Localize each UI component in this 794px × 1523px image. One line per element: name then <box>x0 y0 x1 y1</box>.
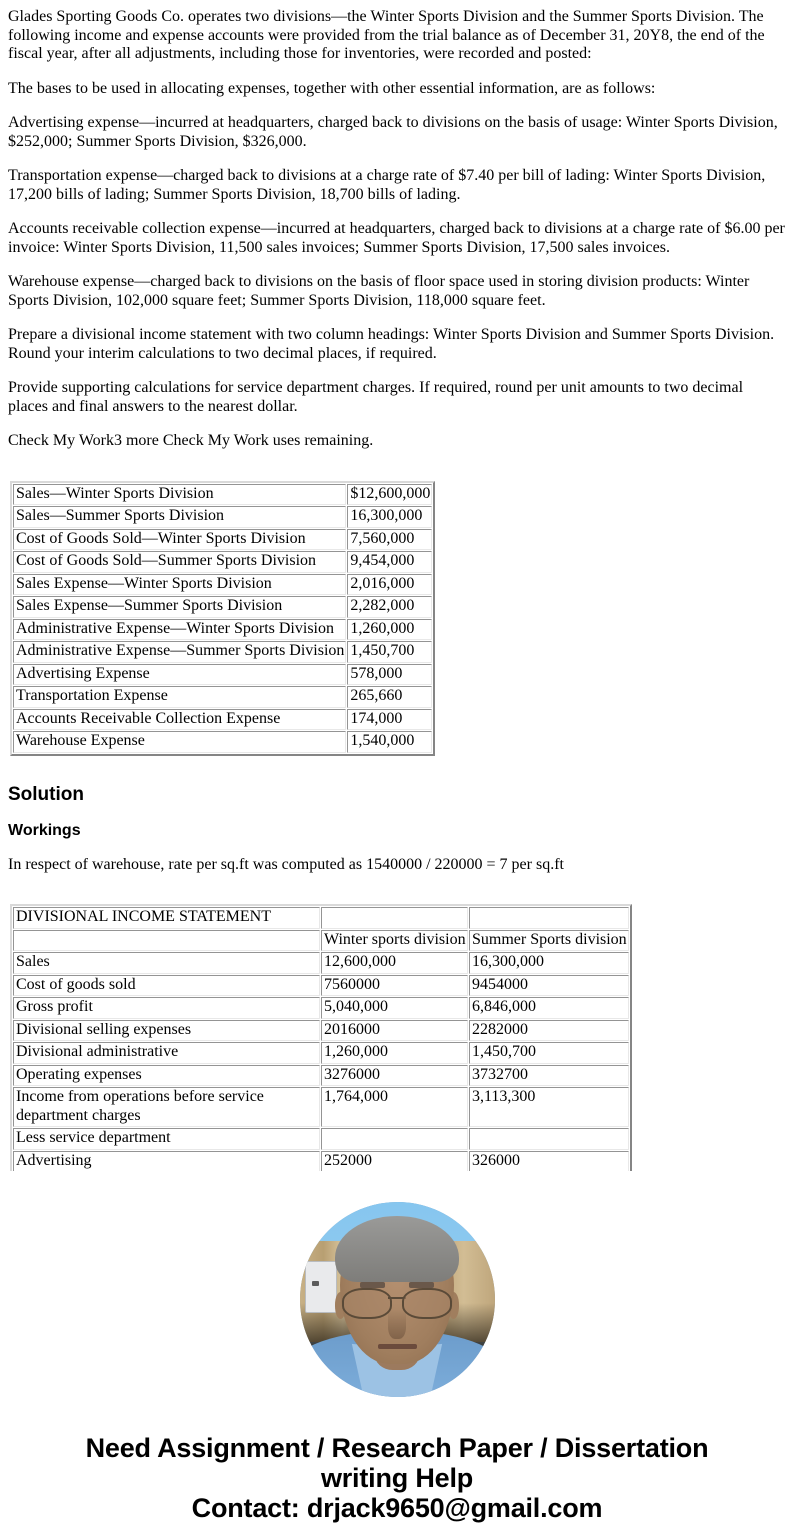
line-item-label: Less service department <box>13 1128 320 1150</box>
line-item-winter: 1,260,000 <box>321 1042 468 1064</box>
check-my-work-notice: Check My Work3 more Check My Work uses remaining. <box>8 432 374 449</box>
line-item-winter: 7560000 <box>321 975 468 997</box>
line-item-label: Advertising <box>13 1151 320 1172</box>
line-item-summer: 3732700 <box>469 1065 629 1087</box>
line-item-label: Cost of goods sold <box>13 975 320 997</box>
account-label: Sales Expense—Summer Sports Division <box>13 596 346 618</box>
header-summer-division: Summer Sports division <box>469 930 629 952</box>
table-row <box>13 574 432 596</box>
account-label: Sales Expense—Winter Sports Division <box>13 574 346 596</box>
table-row <box>13 641 432 663</box>
promo-contact-line: Contact: drjack9650@gmail.com <box>191 1493 603 1523</box>
table-row <box>13 1151 629 1172</box>
problem-paragraph-warehouse: Warehouse expense—charged back to divisions on the basis of floor space used in storing division products: Winter Sports Division, 102,000 square feet; Summer Sports Division, 118,000 square feet. <box>8 273 750 309</box>
line-item-winter: 3276000 <box>321 1065 468 1087</box>
line-item-label: Operating expenses <box>13 1065 320 1087</box>
avatar-background-switchplate <box>305 1261 336 1314</box>
solution-heading: Solution <box>8 783 84 805</box>
line-item-label: Income from operations before service department charges <box>13 1087 320 1127</box>
account-amount: 1,450,700 <box>347 641 432 663</box>
line-item-summer: 9454000 <box>469 975 629 997</box>
line-item-summer: 16,300,000 <box>469 952 629 974</box>
account-label: Sales—Summer Sports Division <box>13 506 346 528</box>
divisional-income-statement-table <box>10 904 632 1171</box>
line-item-winter: 5,040,000 <box>321 997 468 1019</box>
avatar-container <box>0 1202 794 1397</box>
table-row <box>13 731 432 753</box>
problem-paragraph-prepare: Prepare a divisional income statement with two column headings: Winter Sports Division and Summer Sports Division. Round your interim calculations to two decimal places, if required. <box>8 326 775 362</box>
table-row <box>13 952 629 974</box>
line-item-summer: 2282000 <box>469 1020 629 1042</box>
account-amount: 174,000 <box>347 709 432 731</box>
problem-paragraph-transportation: Transportation expense—charged back to divisions at a charge rate of $7.40 per bill of lading: Winter Sports Division, 17,200 bills of lading; Summer Sports Division, 18,700 bills of lading. <box>8 167 766 203</box>
line-item-summer: 326000 <box>469 1151 629 1172</box>
account-label: Cost of Goods Sold—Summer Sports Division <box>13 551 346 573</box>
table-row <box>13 1042 629 1064</box>
table-row <box>13 975 629 997</box>
line-item-summer: 1,450,700 <box>469 1042 629 1064</box>
account-amount: 2,016,000 <box>347 574 432 596</box>
line-item-label: Divisional selling expenses <box>13 1020 320 1042</box>
table-row <box>13 551 432 573</box>
line-item-winter <box>321 1128 468 1150</box>
account-amount: 9,454,000 <box>347 551 432 573</box>
table-row <box>13 506 432 528</box>
account-label: Cost of Goods Sold—Winter Sports Division <box>13 529 346 551</box>
account-amount: 1,260,000 <box>347 619 432 641</box>
avatar-mouth <box>378 1344 417 1349</box>
promo-footer <box>0 1433 794 1523</box>
account-label: Sales—Winter Sports Division <box>13 484 346 506</box>
problem-paragraph-1: Glades Sporting Goods Co. operates two divisions—the Winter Sports Division and the Summer Sports Division. The following income and expense accounts were provided from the trial balance as of December 31, 20Y8, the end of the fiscal year, after all adjustments, including those for inventories, were recorded and posted: <box>8 8 765 62</box>
account-label: Accounts Receivable Collection Expense <box>13 709 346 731</box>
table-row <box>13 997 629 1019</box>
statement-title-cell: DIVISIONAL INCOME STATEMENT <box>13 907 320 929</box>
account-label: Warehouse Expense <box>13 731 346 753</box>
table-title-row <box>13 907 629 929</box>
account-amount: 7,560,000 <box>347 529 432 551</box>
line-item-summer: 3,113,300 <box>469 1087 629 1127</box>
line-item-summer <box>469 1128 629 1150</box>
table-row <box>13 529 432 551</box>
line-item-winter: 1,764,000 <box>321 1087 468 1127</box>
header-winter-division: Winter sports division <box>321 930 468 952</box>
account-amount: $12,600,000 <box>347 484 432 506</box>
problem-paragraph-2: The bases to be used in allocating expenses, together with other essential information, are as follows: <box>8 79 656 97</box>
table-row <box>13 1020 629 1042</box>
avatar-nose <box>388 1309 406 1338</box>
account-label: Transportation Expense <box>13 686 346 708</box>
line-item-label: Gross profit <box>13 997 320 1019</box>
table-row <box>13 619 432 641</box>
problem-paragraph-provide: Provide supporting calculations for service department charges. If required, round per unit amounts to two decimal places and final answers to the nearest dollar. <box>8 379 744 415</box>
table-row <box>13 686 432 708</box>
trial-balance-accounts-table <box>10 481 435 756</box>
avatar-lens-left <box>342 1288 392 1319</box>
line-item-label: Sales <box>13 952 320 974</box>
table-row <box>13 664 432 686</box>
line-item-winter: 2016000 <box>321 1020 468 1042</box>
income-statement-body <box>13 907 629 1171</box>
line-item-label: Divisional administrative <box>13 1042 320 1064</box>
avatar <box>300 1202 495 1397</box>
table-row <box>13 484 432 506</box>
workings-text: In respect of warehouse, rate per sq.ft was computed as 1540000 / 220000 = 7 per sq.ft <box>8 855 564 873</box>
problem-paragraph-receivable: Accounts receivable collection expense—incurred at headquarters, charged back to divisions at a charge rate of $6.00 per invoice: Winter Sports Division, 11,500 sales invoices; Summer Sports Division, 17,500 sales invoices. <box>8 220 785 256</box>
table-header-row <box>13 930 629 952</box>
spacer <box>8 467 786 481</box>
account-amount: 2,282,000 <box>347 596 432 618</box>
problem-paragraph-advertising: Advertising expense—incurred at headquarters, charged back to divisions on the basis of usage: Winter Sports Division, $252,000; Summer Sports Division, $326,000. <box>8 114 778 150</box>
income-statement-clip-region <box>8 904 786 1171</box>
account-amount: 1,540,000 <box>347 731 432 753</box>
line-item-winter: 252000 <box>321 1151 468 1172</box>
account-label: Administrative Expense—Winter Sports Division <box>13 619 346 641</box>
account-amount: 16,300,000 <box>347 506 432 528</box>
table-row <box>13 1087 629 1127</box>
statement-title-blank-winter <box>321 907 468 929</box>
table-row <box>13 596 432 618</box>
header-blank <box>13 930 320 952</box>
table-row <box>13 709 432 731</box>
table-row <box>13 1065 629 1087</box>
account-amount: 265,660 <box>347 686 432 708</box>
avatar-lens-right <box>402 1288 452 1319</box>
promo-line-2: writing Help <box>320 1463 474 1493</box>
statement-title-blank-summer <box>469 907 629 929</box>
promo-line-1: Need Assignment / Research Paper / Dissertation <box>85 1433 709 1463</box>
line-item-summer: 6,846,000 <box>469 997 629 1019</box>
account-label: Advertising Expense <box>13 664 346 686</box>
table-row <box>13 1128 629 1150</box>
spacer <box>8 890 786 904</box>
line-item-winter: 12,600,000 <box>321 952 468 974</box>
account-amount: 578,000 <box>347 664 432 686</box>
workings-heading: Workings <box>8 821 81 839</box>
accounts-table-body <box>13 484 432 753</box>
account-label: Administrative Expense—Summer Sports Division <box>13 641 346 663</box>
